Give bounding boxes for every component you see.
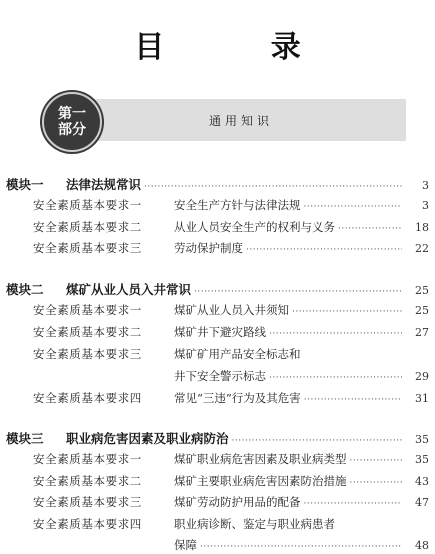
toc-entry[interactable] [0,240,435,256]
requirement-label: 安全素质基本要求四 [33,391,142,405]
dot-leader [232,436,402,446]
dot-leader [304,202,403,212]
page-number: 35 [415,433,429,446]
page-number: 3 [422,199,429,212]
dot-leader [292,307,402,317]
toc-entry[interactable] [0,197,435,213]
requirement-label: 安全素质基本要求一 [33,303,142,317]
dot-leader [338,224,402,234]
toc-entry[interactable] [0,219,435,235]
module-label: 模块一 [6,177,44,192]
page-number: 35 [415,453,429,466]
dot-leader [304,395,402,405]
dot-leader [144,182,402,192]
part-badge-line2: 部分 [58,122,86,138]
page-number: 22 [415,242,429,255]
requirement-label: 安全素质基本要求三 [33,347,142,361]
entry-title: 职业病诊断、鉴定与职业病患者 [174,517,335,531]
toc-module-3[interactable] [0,429,435,447]
page-number: 31 [415,392,429,405]
entry-title: 煤矿职业病危害因素及职业病类型 [174,452,347,466]
toc-entry[interactable] [0,346,435,362]
entry-title: 常见“三违”行为及其危害 [174,391,301,405]
page-number: 43 [415,475,429,488]
dot-leader [350,478,403,488]
dot-leader [246,245,402,255]
dot-leader [200,542,402,552]
part-badge-line1: 第一 [58,106,86,122]
toc-module-2[interactable] [0,280,435,298]
toc-entry[interactable] [0,390,435,406]
page-number: 18 [415,221,429,234]
page-number: 48 [415,539,429,552]
requirement-label: 安全素质基本要求三 [33,241,142,255]
page-number: 47 [415,496,429,509]
toc-entry[interactable] [0,302,435,318]
module-name: 煤矿从业人员入井常识 [66,282,192,297]
dot-leader [350,456,403,466]
dot-leader [269,373,402,383]
requirement-label: 安全素质基本要求一 [33,452,142,466]
dot-leader [194,287,402,297]
requirement-label: 安全素质基本要求三 [33,495,142,509]
entry-title: 煤矿从业人员入井须知 [174,303,289,317]
entry-title: 煤矿矿用产品安全标志和 [174,347,301,361]
entry-title: 从业人员安全生产的权利与义务 [174,220,335,234]
page-number: 3 [422,179,429,192]
module-label: 模块三 [6,431,44,446]
dot-leader [269,329,402,339]
page-number: 25 [415,284,429,297]
module-label: 模块二 [6,282,44,297]
entry-title-continuation: 保障 [174,538,197,552]
requirement-label: 安全素质基本要求一 [33,198,142,212]
entry-title: 劳动保护制度 [174,241,243,255]
toc-entry[interactable] [0,451,435,467]
page-number: 25 [415,304,429,317]
toc-module-1[interactable] [0,175,435,193]
toc-entry[interactable] [0,473,435,489]
toc-entry[interactable] [0,324,435,340]
page-title: 目 录 [134,30,349,65]
entry-title: 煤矿劳动防护用品的配备 [174,495,301,509]
requirement-label: 安全素质基本要求二 [33,325,142,339]
entry-title: 煤矿主要职业病危害因素防治措施 [174,474,347,488]
dot-leader [304,499,403,509]
entry-title: 煤矿井下避灾路线 [174,325,266,339]
entry-title: 安全生产方针与法律法规 [174,198,301,212]
toc-entry[interactable] [0,516,435,532]
requirement-label: 安全素质基本要求四 [33,517,142,531]
toc-entry-continuation[interactable] [0,537,435,553]
entry-title-continuation: 井下安全警示标志 [174,369,266,383]
toc-entry-continuation[interactable] [0,368,435,384]
module-name: 职业病危害因素及职业病防治 [66,431,229,446]
module-name: 法律法规常识 [66,177,142,192]
requirement-label: 安全素质基本要求二 [33,220,142,234]
page-number: 29 [415,370,429,383]
toc-entry[interactable] [0,494,435,510]
page-number: 27 [415,326,429,339]
part-title: 通用知识 [208,113,273,128]
requirement-label: 安全素质基本要求二 [33,474,142,488]
